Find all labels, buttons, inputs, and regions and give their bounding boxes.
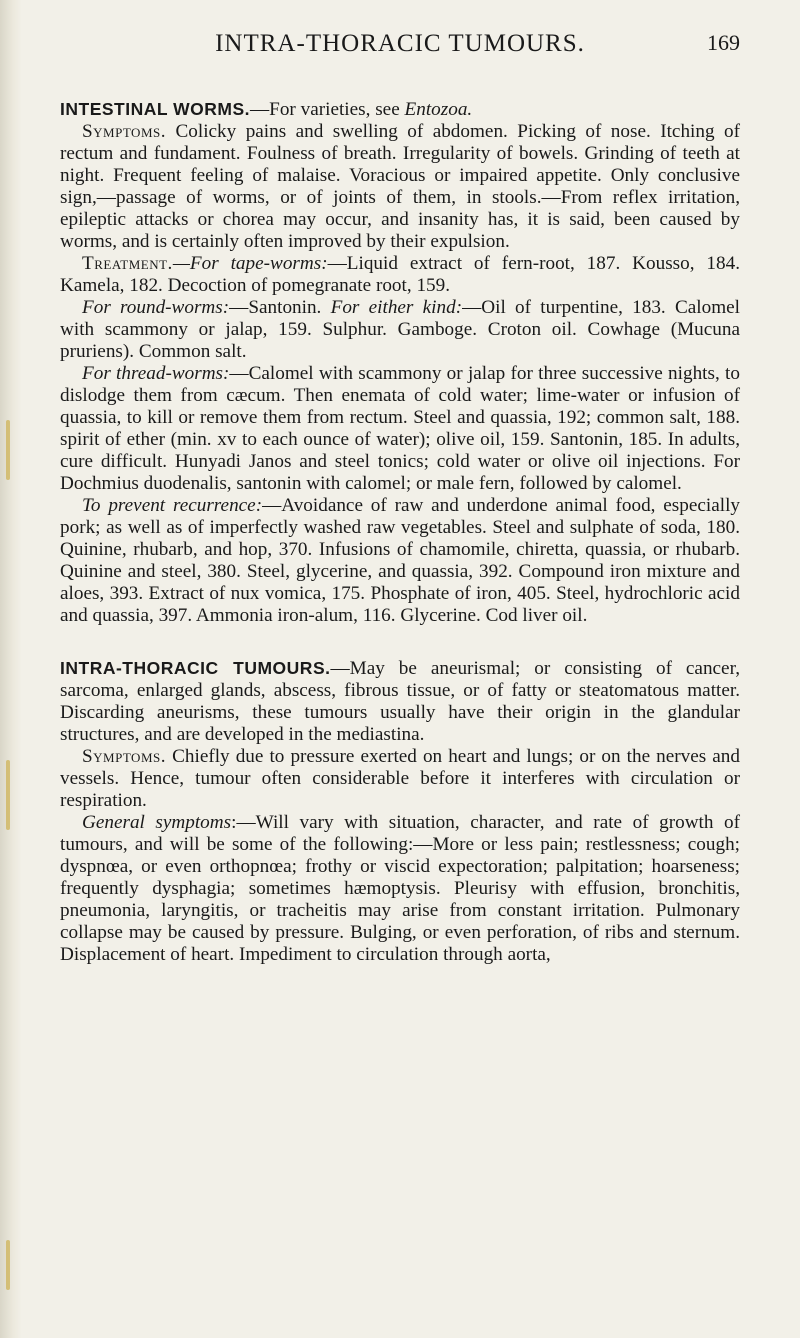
intro-text: —For varieties, see (249, 99, 405, 120)
book-page (60, 18, 740, 966)
round-worms-paragraph (60, 297, 740, 363)
tape-worms-text: —Liquid extract of fern-root, 187. Kousso, 184. Kamela, 182. Decoction of pomegranate root, 159. (60, 253, 740, 296)
round-worms-text: —Santonin. (229, 297, 331, 318)
page-gutter-shadow (0, 0, 22, 1338)
binding-stain (6, 760, 10, 830)
symptoms-label: Symptoms. (82, 746, 167, 767)
section-intestinal-worms (60, 98, 740, 627)
tumours-symptoms (60, 746, 740, 812)
section-heading: INTESTINAL WORMS. (60, 99, 250, 119)
symptoms-text: Chiefly due to pressure exerted on heart and lungs; or on the nerves and vessels. Hence, tumour often considerable before it interferes with circulation or respiration. (60, 746, 740, 811)
round-worms-label: For round-worms: (82, 297, 230, 318)
page-number: 169 (707, 30, 740, 55)
binding-stain (6, 420, 10, 480)
section-intrathoracic-tumours (60, 657, 740, 966)
intro-text: —May be aneurismal; or consisting of cancer, sarcoma, enlarged glands, abscess, fibrous tissue, or of fatty or steatomatous matter. Discarding aneurisms, these tumours usually have their origin in the glandular structures, and are developed in the mediastina. (60, 658, 740, 745)
thread-worms-paragraph (60, 363, 740, 495)
running-head (60, 18, 740, 60)
prevent-label: To prevent recurrence: (82, 495, 263, 516)
symptoms-label: Symptoms. (82, 121, 167, 142)
tape-worms-label: —For tape-worms: (172, 253, 328, 274)
intestinal-worms-treatment (60, 253, 740, 297)
either-kind-label: For either kind: (330, 297, 463, 318)
intestinal-worms-symptoms (60, 121, 740, 253)
thread-worms-label: For thread-worms: (82, 363, 230, 384)
section-heading: INTRA-THORACIC TUMOURS. (60, 658, 331, 678)
general-symptoms-label: General symptoms (82, 812, 232, 833)
general-symptoms-text: :—Will vary with situation, character, and rate of growth of tumours, and will be some of the following:—More or less pain; restlessness; cough; dyspnœa, or even orthopnœa; frothy or viscid expectoration; palpitation; hoarseness; frequently dysphagia; sometimes hæmoptysis. Pleurisy with effusion, bronchitis, pneumonia, laryngitis, or tracheitis may arise from constant irritation. Pulmonary collapse may be caused by pressure. Bulging, or even perforation, of ribs and sternum. Displacement of heart. Impediment to circulation through aorta, (60, 812, 740, 965)
cross-reference: Entozoa. (404, 99, 473, 120)
tumours-general-symptoms (60, 812, 740, 966)
running-title: INTRA-THORACIC TUMOURS. (215, 30, 585, 57)
symptoms-text: Colicky pains and swelling of abdomen. Picking of nose. Itching of rectum and fundament. Foulness of breath. Irregularity of bowels. Grinding of teeth at night. Frequent feeling of malaise. Voracious or impaired appetite. Only conclusive sign,—passage of worms, or of joints of them, in stools.—From reflex irritation, epileptic attacks or chorea may occur, and insanity has, it is said, been caused by worms, and is certainly often improved by their expulsion. (60, 121, 740, 252)
intestinal-worms-intro (60, 98, 740, 121)
prevent-text: —Avoidance of raw and underdone animal food, especially pork; as well as of imperfectly washed raw vegetables. Steel and sulphate of soda, 180. Quinine, rhubarb, and hop, 370. Infusions of chamomile, chiretta, quassia, or rhubarb. Quinine and steel, 380. Steel, glycerine, and quassia, 392. Compound iron mixture and aloes, 393. Extract of nux vomica, 175. Phosphate of iron, 405. Steel, hydrochloric acid and quassia, 397. Ammonia iron-alum, 116. Glycerine. Cod liver oil. (60, 495, 740, 626)
prevent-recurrence-paragraph (60, 495, 740, 627)
treatment-label: Treatment. (82, 253, 173, 274)
tumours-intro (60, 657, 740, 746)
binding-stain (6, 1240, 10, 1290)
thread-worms-text: —Calomel with scammony or jalap for three successive nights, to dislodge them from cæcum. Then enemata of cold water; lime-water or infusion of quassia, to kill or remove them from rectum. Steel and quassia, 192; common salt, 188. spirit of ether (min. xv to each ounce of water); olive oil, 159. Santonin, 185. In adults, cure difficult. Hunyadi Janos and steel tonics; cold water or olive oil injections. For Dochmius duodenalis, santonin with calomel; or male fern, followed by calomel. (60, 363, 740, 494)
either-kind-text: —Oil of turpentine, 183. Calomel with scammony or jalap, 159. Sulphur. Gamboge. Croton oil. Cowhage (Mucuna pruriens). Common salt. (60, 297, 740, 362)
